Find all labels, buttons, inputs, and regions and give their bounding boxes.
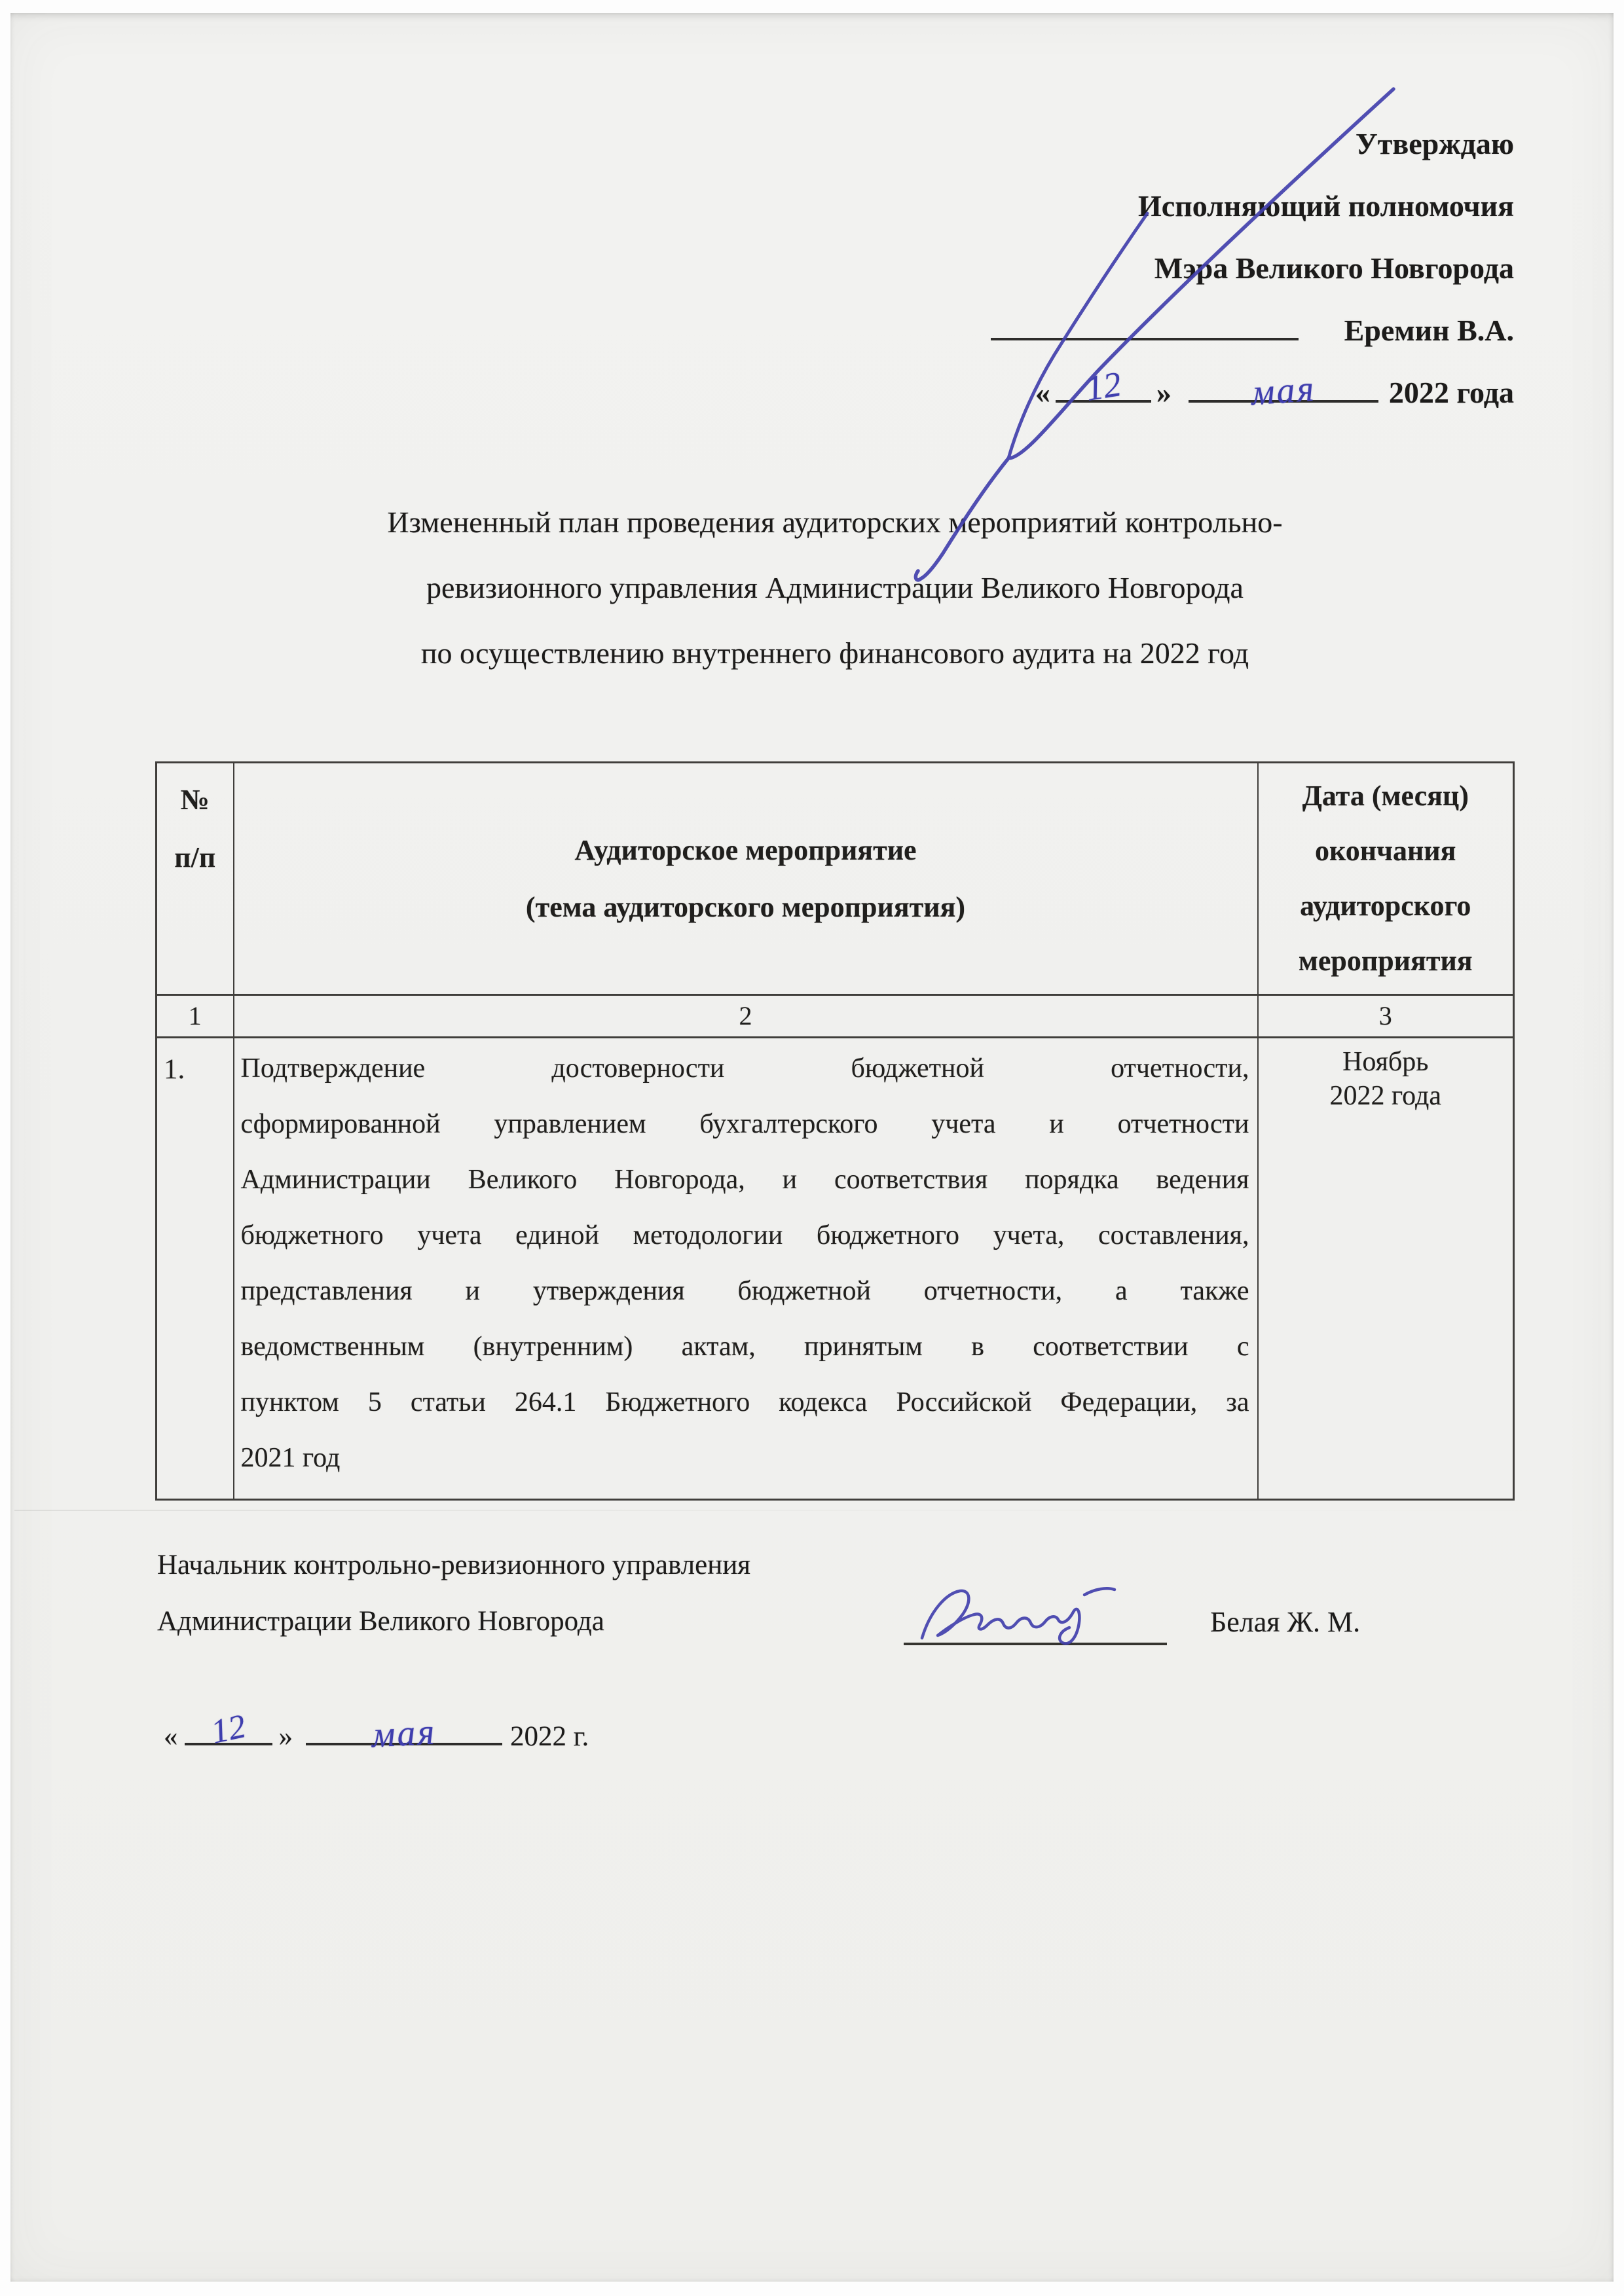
month-blank-line [306, 1711, 502, 1756]
activity-text-line: 2021 год [240, 1443, 341, 1473]
approver-role-line2: Мэра Великого Новгорода [1154, 251, 1514, 285]
signoff-block [157, 1537, 1513, 1812]
column-numbers-row [157, 995, 1514, 1038]
activity-cell [234, 1038, 1258, 1500]
handwritten-day: 12 [1082, 364, 1124, 409]
completion-year: 2022 года [1329, 1081, 1441, 1111]
completion-month: Ноябрь [1342, 1047, 1429, 1077]
day-blank-line [1056, 364, 1151, 409]
handwritten-day: 12 [208, 1707, 249, 1751]
approval-block [991, 113, 1514, 424]
row-number-cell: 1. [157, 1038, 234, 1500]
audit-plan-table [155, 761, 1515, 1501]
signoff-signature-line [904, 1643, 1167, 1645]
title-line-2: ревизионного управления Администрации Великого Новгорода [426, 571, 1244, 604]
header-cell-date: Дата (месяц) окончания аудиторского мероприятия [1258, 763, 1514, 995]
day-blank-line [185, 1707, 272, 1751]
table-header-row [157, 763, 1514, 995]
activity-text-line: сформированной управлением бухгалтерского учета и отчетности [240, 1109, 1249, 1139]
completion-date-cell [1258, 1038, 1514, 1500]
approver-role-line1: Исполняющий полномочия [1138, 189, 1514, 223]
header-num-line2: п/п [174, 841, 216, 873]
title-line-1: Измененный план проведения аудиторских мероприятий контрольно- [387, 505, 1283, 539]
open-quote: « [1035, 376, 1050, 409]
signoff-role-line1: Начальник контрольно-ревизионного управления [157, 1550, 751, 1580]
header-num-line1: № [180, 784, 210, 816]
month-blank-line [1189, 367, 1378, 414]
header-activity-line2: (тема аудиторского мероприятия) [525, 891, 966, 923]
header-cell-number [157, 763, 234, 995]
signoff-name: Белая Ж. М. [1210, 1606, 1361, 1638]
close-quote: » [278, 1721, 293, 1752]
column-number-1: 1 [157, 995, 234, 1038]
signature-blank-line [991, 305, 1299, 340]
approval-label: Утверждаю [1356, 127, 1514, 160]
document-title [157, 490, 1513, 686]
approval-year: 2022 года [1388, 376, 1514, 409]
activity-text-line: пунктом 5 статьи 264.1 Бюджетного кодекса Российской Федерации, за [240, 1387, 1249, 1417]
title-line-3: по осуществлению внутреннего финансового аудита на 2022 год [420, 636, 1249, 670]
signoff-date-line [164, 1707, 589, 1756]
activity-text-line: представления и утверждения бюджетной отчетности, а также [240, 1276, 1249, 1306]
approver-name: Еремин В.А. [1344, 314, 1514, 347]
header-activity-line1: Аудиторское мероприятие [574, 834, 917, 866]
handwritten-month: мая [1249, 368, 1318, 414]
header-cell-activity [234, 763, 1258, 995]
approval-date-line [991, 361, 1514, 424]
paper-crease [14, 1510, 1585, 1511]
open-quote: « [164, 1721, 178, 1752]
activity-text-line: Подтверждение достоверности бюджетной отчетности, [240, 1053, 1249, 1084]
close-quote: » [1156, 376, 1172, 409]
column-number-2: 2 [234, 995, 1258, 1038]
signoff-year: 2022 г. [510, 1721, 589, 1752]
table-row [157, 1038, 1514, 1500]
signoff-role-line2: Администрации Великого Новгорода [157, 1606, 604, 1637]
column-number-3: 3 [1258, 995, 1514, 1038]
activity-text-line: ведомственным (внутренним) актам, принятым в соответствии с [240, 1332, 1249, 1362]
activity-text-line: бюджетного учета единой методологии бюджетного учета, составления, [240, 1220, 1249, 1250]
approver-signature-line [991, 299, 1514, 361]
handwritten-month: мая [371, 1711, 437, 1756]
activity-text-line: Администрации Великого Новгорода, и соответствия порядка ведения [240, 1165, 1249, 1195]
